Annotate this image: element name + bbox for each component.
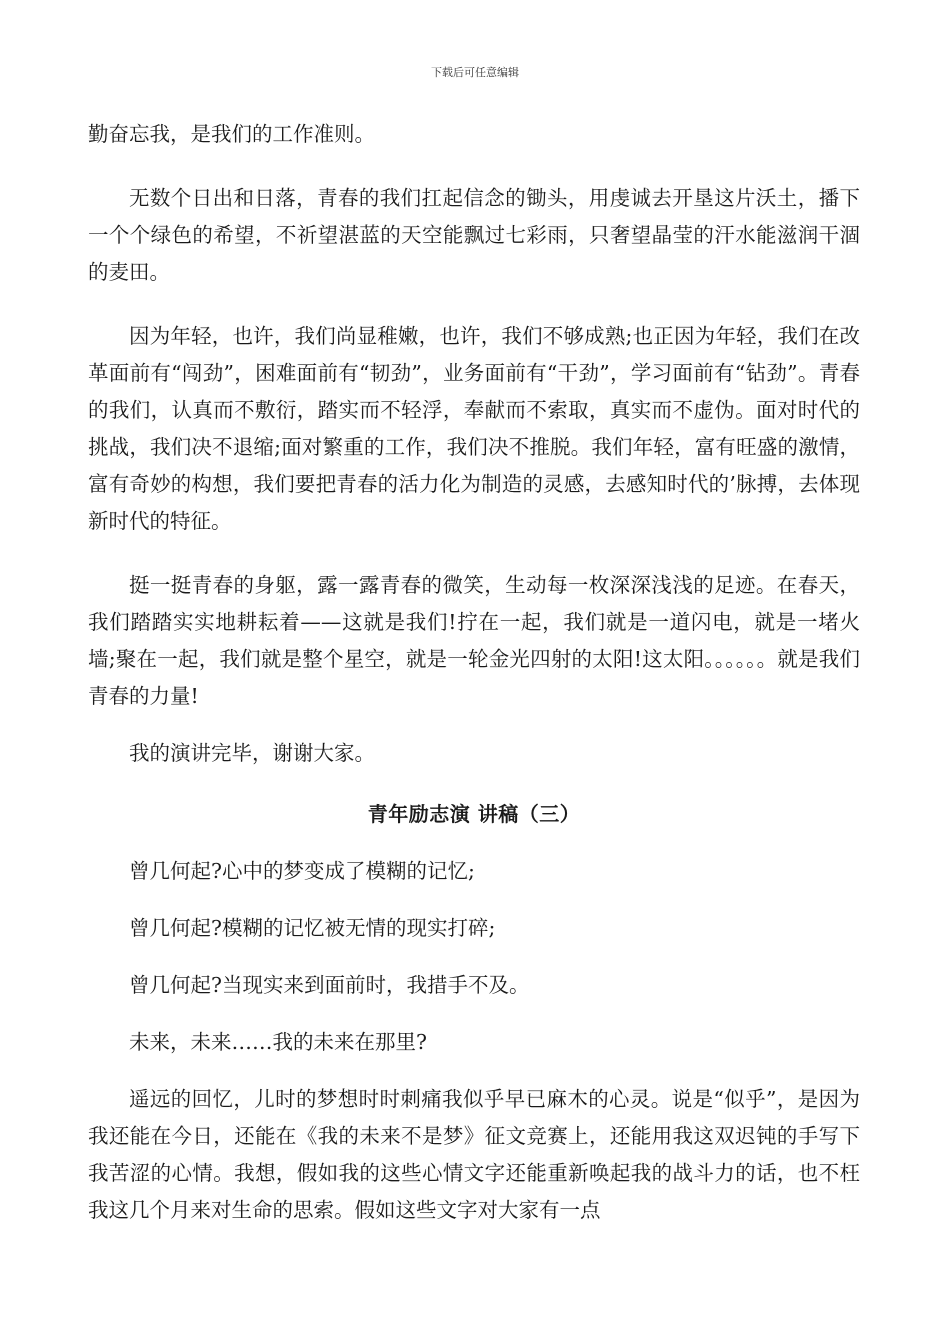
- paragraph-6: 遥远的回忆，儿时的梦想时时刺痛我似乎早已麻木的心灵。说是“似乎”，是因为我还能在今日，还能在《我的未来不是梦》征文竞赛上，还能用我这双迟钝的手写下我苦涩的心情。我想，假如我的这些心情文字还能重新唤起我的战斗力的话，也不枉我这几个月来对生命的思索。假如这些文字对大家有一点: [88, 1087, 860, 1222]
- paragraph-3: 因为年轻，也许，我们尚显稚嫩，也许，我们不够成熟;也正因为年轻，我们在改革面前有“闯劲”，困难面前有“韧劲”，业务面前有“干劲”，学习面前有“钻劲”。青春的我们，认真而不敷衍，踏实而不轻浮，奉献而不索取，真实而不虚伪。面对时代的挑战，我们决不退缩;面对繁重的工作，我们决不推脱。我们年轻，富有旺盛的激情，富有奇妙的构想，我们要把青春的活力化为制造的灵感，去感知时代的’脉搏，去体现新时代的特征。: [88, 324, 860, 533]
- paragraph-5: 我的演讲完毕，谢谢大家。: [129, 741, 375, 765]
- section-title: 青年励志演 讲稿（三）: [367, 802, 581, 826]
- page-header-note: 下载后可任意编辑: [431, 66, 519, 79]
- verse-line-2: 曾几何起?模糊的记忆被无情的现实打碎;: [129, 916, 496, 940]
- paragraph-4: 挺一挺青春的身躯，露一露青春的微笑，生动每一枚深深浅浅的足迹。在春天，我们踏踏实实地耕耘着——这就是我们!拧在一起，我们就是一道闪电，就是一堵火墙;聚在一起，我们就是整个星空，就是一轮金光四射的太阳!这太阳。。。。。。就是我们青春的力量!: [88, 573, 860, 708]
- paragraph-1: 勤奋忘我，是我们的工作准则。: [88, 122, 375, 146]
- document-body: [88, 116, 860, 1229]
- verse-line-3: 曾几何起?当现实来到面前时，我措手不及。: [129, 973, 530, 997]
- paragraph-2: 无数个日出和日落，青春的我们扛起信念的锄头，用虔诚去开垦这片沃土，播下一个个绿色的希望，不祈望湛蓝的天空能飘过七彩雨，只奢望晶莹的汗水能滋润干涸的麦田。: [88, 186, 860, 284]
- verse-line-4: 未来，未来……我的未来在那里?: [129, 1030, 427, 1054]
- verse-line-1: 曾几何起?心中的梦变成了模糊的记忆;: [129, 859, 475, 883]
